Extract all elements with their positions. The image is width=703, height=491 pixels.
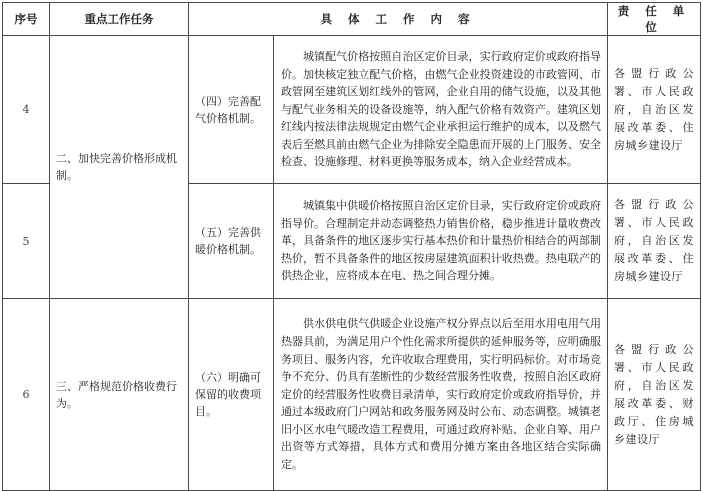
table-row bbox=[3, 36, 701, 184]
row-content: 城镇配气价格按照自治区定价目录，实行政府定价或政府指导价。加快核定独立配气价格，由燃气企业投资建设的市政管网、市政管网至建筑区划红线外的管网，企业自用的储气设施，以及其他与配气业务相关的设备设施等，纳入配气价格有效资产。建筑区划红线内按法律法规规定由燃气企业承担运行维护的成本，以及燃气表后至燃具前由燃气企业为排除安全隐患而开展的上门服务、安全检查、设施修理、材料更换等服务成本，纳入企业经营成本。 bbox=[274, 36, 608, 184]
row-seq: 5 bbox=[3, 184, 50, 299]
header-unit: 责 任 单 位 bbox=[608, 3, 701, 36]
row-content: 供水供电供气供暖企业设施产权分界点以后至用水用电用气用热器具前，为满足用户个性化需求所提供的延伸服务等，应明确服务项目、服务内容，允许收取合理费用，实行明码标价。对市场竞争不充分、仍具有垄断性的少数经营服务性收费，按照自治区政府定价的经营服务性收费目录清单，实行政府定价或政府指导价，并通过本级政府门户网站和政务服务网及时公布、动态调整。城镇老旧小区水电气暖改造工程费用，可通过政府补贴、企业自筹、用户出资等方式筹措，具体方式和费用分摊方案由各地区结合实际确定。 bbox=[274, 299, 608, 491]
header-task: 重点工作任务 bbox=[50, 3, 189, 36]
row-item: （四）完善配气价格机制。 bbox=[189, 36, 274, 184]
row-seq: 4 bbox=[3, 36, 50, 184]
row-item: （五）完善供暖价格机制。 bbox=[189, 184, 274, 299]
row-content: 城镇集中供暖价格按照自治区定价目录，实行政府定价或政府指导价。合理制定并动态调整热力销售价格，稳步推进计量收费改革，具备条件的地区逐步实行基本热价和计量热价相结合的两部制热价，暂不具备条件的地区按房屋建筑面积计收热费。热电联产的供热企业，应将成本在电、热之间合理分摊。 bbox=[274, 184, 608, 299]
row-unit: 各盟行政公署、市人民政府，自治区发展改革委、财政厅、住房城乡建设厅 bbox=[608, 299, 701, 491]
row-unit: 各盟行政公署、市人民政府，自治区发展改革委、住房城乡建设厅 bbox=[608, 184, 701, 299]
table-row bbox=[3, 299, 701, 491]
task-group-label: 三、严格规范价格收费行为。 bbox=[50, 299, 189, 491]
header-content: 具 体 工 作 内 容 bbox=[189, 3, 608, 36]
header-seq: 序号 bbox=[3, 3, 50, 36]
row-seq: 6 bbox=[3, 299, 50, 491]
row-unit: 各盟行政公署、市人民政府，自治区发展改革委、住房城乡建设厅 bbox=[608, 36, 701, 184]
row-item: （六）明确可保留的收费项目。 bbox=[189, 299, 274, 491]
table-header-row bbox=[3, 3, 701, 36]
task-group-label: 二、加快完善价格形成机制。 bbox=[50, 36, 189, 299]
work-task-table bbox=[2, 2, 701, 491]
